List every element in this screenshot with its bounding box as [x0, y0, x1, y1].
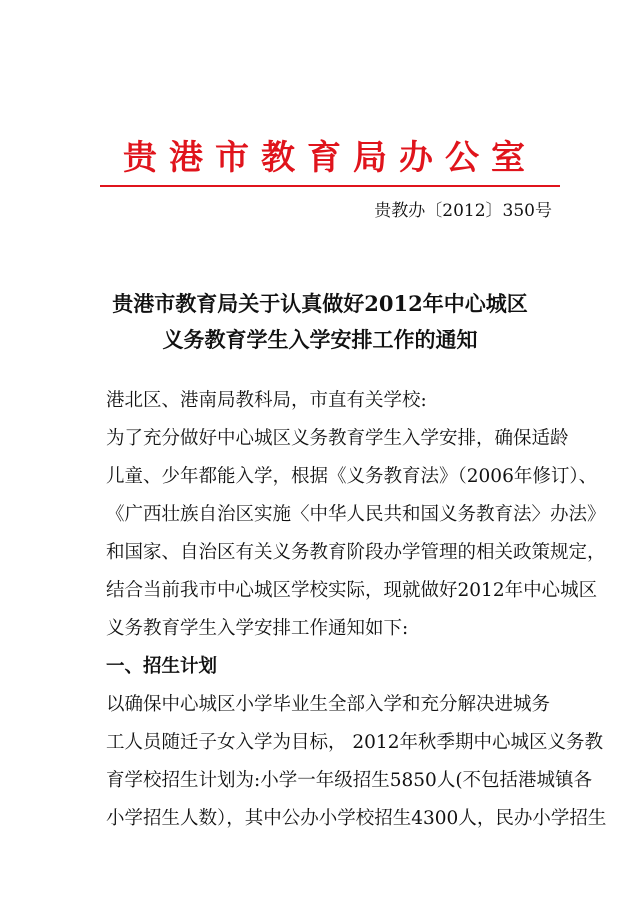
section-1-heading: 一、招生计划: [106, 656, 218, 677]
paragraph-1-line: 义务教育学生入学安排工作通知如下:: [106, 618, 409, 639]
paragraph-2-line: 工人员随迁子女入学为目标， 2012年秋季期中心城区义务教: [106, 732, 603, 753]
addressee-line: 港北区、港南局教科局，市直有关学校:: [106, 390, 427, 411]
paragraph-1-line: 结合当前我市中心城区学校实际，现就做好2012年中心城区: [106, 580, 598, 601]
notice-title-line-1: 贵港市教育局关于认真做好2012年中心城区: [112, 291, 528, 316]
paragraph-1-line: 儿童、少年都能入学，根据《义务教育法》（2006年修订）、: [106, 466, 598, 487]
paragraph-2-line: 以确保中心城区小学毕业生全部入学和充分解决进城务: [106, 694, 551, 715]
paragraph-1-line: 《广西壮族自治区实施〈中华人民共和国义务教育法〉办法》: [106, 504, 606, 525]
notice-body: [106, 382, 607, 838]
notice-title-line-2: 义务教育学生入学安排工作的通知: [162, 327, 478, 352]
document-number: 贵教办〔2012〕350号: [374, 201, 552, 221]
paragraph-1-line: 和国家、自治区有关义务教育阶段办学管理的相关政策规定，: [106, 542, 606, 563]
masthead-office-name: 贵港市教育局办公室: [123, 138, 537, 178]
masthead-red-rule: [100, 185, 560, 187]
paragraph-1-line: 为了充分做好中心城区义务教育学生入学安排，确保适龄: [106, 428, 569, 449]
paragraph-2-line: 育学校招生计划为:小学一年级招生5850人(不包括港城镇各: [106, 770, 593, 791]
paragraph-2-line: 小学招生人数），其中公办小学校招生4300人，民办小学招生: [106, 808, 607, 829]
